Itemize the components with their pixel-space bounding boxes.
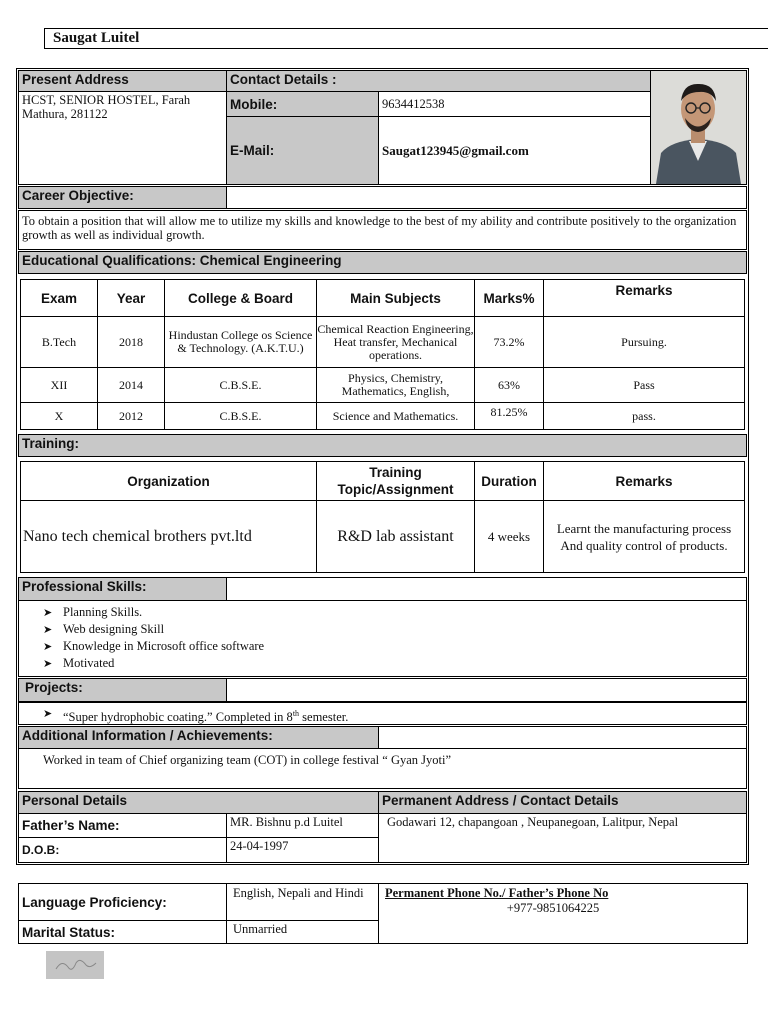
edu-row3-remarks: pass.	[543, 402, 745, 430]
edu-row3-subjects: Science and Mathematics.	[316, 402, 475, 430]
personal-details-label: Personal Details	[18, 791, 379, 814]
edu-row1-exam: B.Tech	[20, 316, 98, 368]
skill-item: ➤ Planning Skills.	[43, 605, 143, 619]
training-header-duration: Duration	[474, 461, 544, 501]
email-label: E-Mail:	[226, 116, 379, 185]
training-header-organization: Organization	[20, 461, 317, 501]
skills-label: Professional Skills:	[18, 577, 227, 601]
arrowhead-bullet-icon: ➤	[43, 657, 53, 670]
permanent-phone-label: Permanent Phone No./ Father’s Phone No	[385, 886, 609, 900]
edu-row2-college: C.B.S.E.	[164, 367, 317, 403]
profile-photo	[650, 70, 747, 185]
edu-row1-remarks: Pursuing.	[543, 316, 745, 368]
edu-row2-exam: XII	[20, 367, 98, 403]
email-value: Saugat123945@gmail.com	[378, 116, 651, 185]
language-value: English, Nepali and Hindi	[226, 883, 379, 921]
marital-label: Marital Status:	[18, 920, 227, 944]
skill-item: ➤ Knowledge in Microsoft office software	[43, 639, 265, 653]
projects-list	[19, 705, 746, 726]
edu-row1-subjects: Chemical Reaction Engineering, Heat transfer, Mechanical operations.	[316, 316, 475, 368]
edu-header-remarks: Remarks	[543, 279, 745, 317]
edu-header-year: Year	[97, 279, 165, 317]
projects-label-blank	[226, 678, 747, 702]
project-item: ➤ “Super hydrophobic coating.” Completed in 8th semester.	[43, 707, 349, 725]
mobile-label: Mobile:	[226, 91, 379, 117]
contact-details-label: Contact Details :	[226, 70, 651, 92]
present-address-label: Present Address	[18, 70, 227, 92]
career-objective-blank	[226, 186, 747, 209]
training-label: Training:	[18, 434, 747, 457]
father-name-value: MR. Bishnu p.d Luitel	[226, 813, 379, 838]
edu-row3-exam: X	[20, 402, 98, 430]
career-objective-label: Career Objective:	[18, 186, 227, 209]
edu-header-subjects: Main Subjects	[316, 279, 475, 317]
signature-scribble	[46, 951, 104, 979]
edu-row1-marks: 73.2%	[474, 316, 544, 368]
projects-box	[18, 702, 747, 725]
signature	[46, 951, 104, 979]
edu-row2-remarks: Pass	[543, 367, 745, 403]
permanent-phone-box	[378, 883, 748, 944]
name-header	[44, 28, 768, 49]
edu-row1-college: Hindustan College os Science & Technology. (A.K.T.U.)	[164, 316, 317, 368]
edu-header-marks: Marks%	[474, 279, 544, 317]
profile-photo-image	[651, 71, 746, 184]
edu-row3-year: 2012	[97, 402, 165, 430]
career-objective-text: To obtain a position that will allow me to utilize my skills and knowledge to the best of my ability and contribute positively to the organization growth as well as individual growth.	[18, 210, 747, 250]
permanent-address-value: Godawari 12, chapangoan , Neupanegoan, Lalitpur, Nepal	[378, 813, 747, 863]
edu-row3-college: C.B.S.E.	[164, 402, 317, 430]
training-header-topic: Training Topic/Assignment	[316, 461, 475, 501]
permanent-address-label: Permanent Address / Contact Details	[378, 791, 747, 814]
skill-item: ➤ Web designing Skill	[43, 622, 165, 636]
additional-info-blank	[378, 726, 747, 749]
arrowhead-bullet-icon: ➤	[43, 707, 53, 720]
language-label: Language Proficiency:	[18, 883, 227, 921]
skill-item: ➤ Motivated	[43, 656, 115, 670]
additional-info-label: Additional Information / Achievements:	[18, 726, 379, 749]
training-remarks: Learnt the manufacturing process And quality control of products.	[543, 500, 745, 573]
arrowhead-bullet-icon: ➤	[43, 623, 53, 636]
edu-header-exam: Exam	[20, 279, 98, 317]
additional-info-text: Worked in team of Chief organizing team (COT) in college festival “ Gyan Jyoti”	[18, 748, 747, 789]
edu-row1-year: 2018	[97, 316, 165, 368]
training-organization: Nano tech chemical brothers pvt.ltd	[20, 500, 317, 573]
dob-value: 24-04-1997	[226, 837, 379, 863]
edu-row3-marks: 81.25%	[474, 402, 544, 430]
skills-label-blank	[226, 577, 747, 601]
training-header-remarks: Remarks	[543, 461, 745, 501]
training-table	[18, 459, 747, 576]
education-label: Educational Qualifications: Chemical Engineering	[18, 251, 747, 274]
candidate-name: Saugat Luitel	[53, 30, 140, 46]
education-table	[18, 277, 747, 432]
edu-row2-subjects: Physics, Chemistry, Mathematics, English,	[316, 367, 475, 403]
edu-row2-marks: 63%	[474, 367, 544, 403]
skills-list	[19, 604, 746, 672]
edu-header-college: College & Board	[164, 279, 317, 317]
arrowhead-bullet-icon: ➤	[43, 640, 53, 653]
permanent-phone-value: +977-9851064225	[506, 901, 600, 915]
dob-label: D.O.B:	[18, 837, 227, 863]
skills-list-box	[18, 600, 747, 677]
present-address-value: HCST, SENIOR HOSTEL, Farah Mathura, 281122	[18, 91, 227, 185]
mobile-value: 9634412538	[378, 91, 651, 117]
training-duration: 4 weeks	[474, 500, 544, 573]
father-name-label: Father’s Name:	[18, 813, 227, 838]
projects-label: Projects:	[18, 678, 227, 702]
edu-row2-year: 2014	[97, 367, 165, 403]
marital-value: Unmarried	[226, 920, 379, 944]
arrowhead-bullet-icon: ➤	[43, 606, 53, 619]
training-topic: R&D lab assistant	[316, 500, 475, 573]
